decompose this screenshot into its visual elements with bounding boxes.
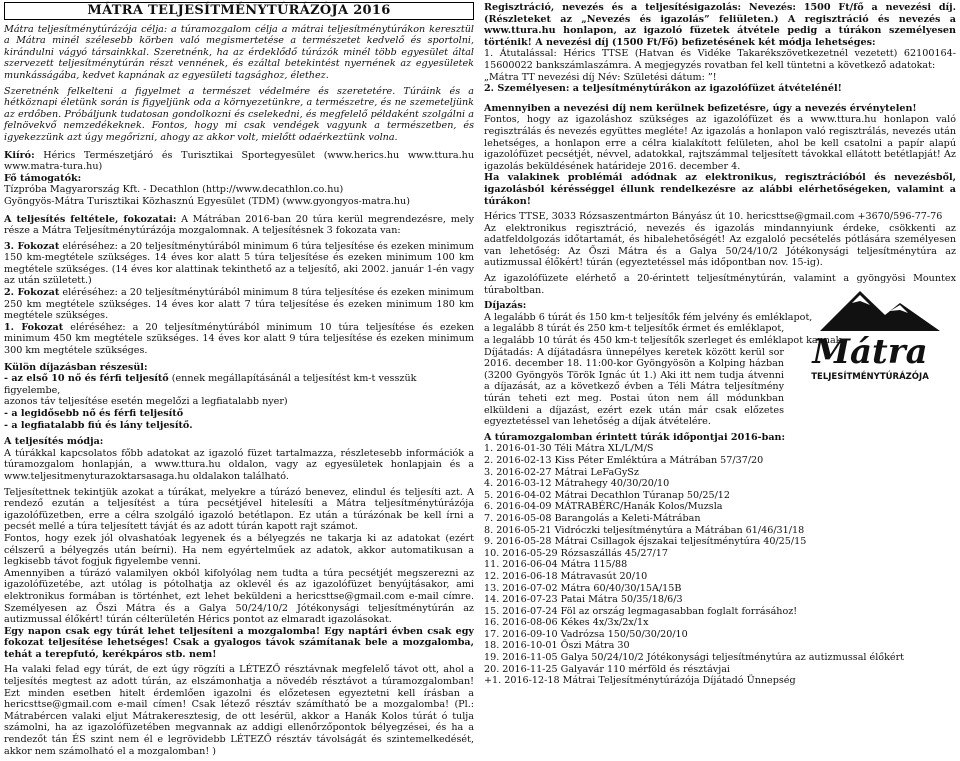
event-item: 9. 2016-05-28 Mátrai Csillagok éjszakai teljesítménytúra 40/25/15 — [484, 536, 807, 548]
document-title: MÁTRA TELJESÍTMÉNYTÚRÁZÓJA 2016 — [4, 2, 474, 20]
completion-p1: A túrákkal kapcsolatos főbb adatokat az igazoló füzet tartalmazza, részletesebb információk a túramozgalom honlapján, a www.ttura.hu oldalon, vagy az egyesületek honlapjain és a www.teljesitmenyturazoktarsasaga.hu oldalakon található. — [4, 447, 474, 482]
event-item: 7. 2016-05-08 Barangolás a Keleti-Mátrában — [484, 512, 701, 524]
completion-p5: Egy napon csak egy túrát lehet teljesíteni a mozgalomba! Egy naptári évben csak egy fokozat teljesítése lehetséges! Csak a gyalogos távok számítanak bele a mozgalomba, tehát a terepfutó, kerékpáros stb. nem! — [4, 625, 474, 660]
level-1-label: 1. Fokozat — [4, 321, 64, 333]
special-prize-1-label: - az első 10 nő és férfi teljesítő — [4, 373, 169, 385]
event-item: 18. 2016-10-01 Őszi Mátra 30 — [484, 640, 630, 652]
completion-p4: Amennyiben a túrázó valamilyen okból kifolyólag nem tudta a túra pecsétjét megszerezni az igazolófüzetébe, azt utólag is pótolhatja az oklevél és az igazolófüzet benyújtásakor, ami elektronikus formában is történhet, ezt lehet beküldeni a hericsttse@gmail.com e-mail címre. Személyesen az Őszi Mátra és a Galya 50/24/10/2 Jótékonysági teljesítménytúrán az autizmussal élőkért! túrán célterületén Hérics pontot az elmaradt igazolásokat. — [4, 567, 474, 626]
supporters-label: Fő támogatók: — [4, 172, 82, 184]
supporter-2: Gyöngyös-Mátra Turisztikai Közhasznú Egyesület (TDM) (www.gyongyos-matra.hu) — [4, 195, 410, 207]
special-prize-2: - a legidősebb nő és férfi teljesítő — [4, 408, 184, 419]
event-item: 5. 2016-04-02 Mátrai Decathlon Túranap 50/25/12 — [484, 489, 731, 501]
invalid-warning: Amennyiben a nevezési díj nem kerülnek befizetésre, úgy a nevezés érvénytelen! — [484, 102, 917, 114]
verification-paragraph: Fontos, hogy az igazoláshoz szükséges az igazolófüzet és a www.ttura.hu honlapon való regisztrálás és nevezés együttes megléte! Az igazolás a honlapon való regisztrálás, nevezés után lehetséges, a honlapon erre a célra kialakított felületen, ahol be kell csatolni a papír alapú igazolófüzet pecsétjét, névvel, adatokkal, rajtszámmal teljesített távokkal ellátott betétlapját! Az igazolás beküldésének határideje 2016. december 4. — [484, 114, 956, 172]
completion-p2: Teljesítettnek tekintjük azokat a túrákat, melyekre a túrázó benevez, elindul és teljesíti azt. A rendező ezután a teljesítést a túra pecsétjével hitelesíti a Mátra teljesítménytúrázója igazolófüzetben, erre a célra szolgáló igazoló betétlapon. Ez után a túrázónak be kell írni a pecsét mellé a túra teljesített távját és az adott túrán kapott rajt számot. — [4, 486, 474, 533]
award-ceremony: Díjátadás: A díjátadásra ünnepélyes keretek között kerül sor 2016. december 18. 11:00-kor Gyöngyösön a Kolping házban (3200 Gyöngyös Török Ignác út 1.) Aki itt nem tudja átvenni a díjazását, az a következő évben a Téli Mátra teljesítmény túrán teheti ezt meg. Postai úton nem áll módunkban elküldeni a díjazást, ezért ezek után már csak előzetes egyeztetéssel van lehetőség a díjak átvételére. — [484, 346, 784, 428]
event-item: 11. 2016-06-04 Mátra 115/88 — [484, 559, 628, 571]
level-3-label: 3. Fokozat — [4, 240, 60, 252]
event-item: 4. 2016-03-12 Mátrahegy 40/30/20/10 — [484, 478, 670, 490]
event-item: 8. 2016-05-21 Vidróczki teljesítménytúra a Mátrában 61/46/31/18 — [484, 524, 805, 536]
completion-p3: Fontos, hogy ezek jól olvashatóak legyenek és a bélyegzés ne takarja ki az adatokat (ezért célszerű a bélyegzés után beírni). Ha nem egyértelműek az adatok, akkor automatikusan a legkisebb távot fogjuk figyelembe venni. — [4, 532, 474, 568]
event-item: 19. 2016-11-05 Galya 50/24/10/2 Jótékonysági teljesítménytúra az autizmussal élőkért — [484, 652, 905, 664]
special-prizes-label: Külön díjazásban részesül: — [4, 361, 148, 373]
conditions-label: A teljesítés feltétele, fokozatai: — [4, 213, 177, 225]
level-1 — [4, 322, 474, 357]
event-item: 17. 2016-09-10 Vadrózsa 150/50/30/20/10 — [484, 628, 688, 640]
event-item: 3. 2016-02-27 Mátrai LeFaGySz — [484, 466, 639, 478]
awards-label: Díjazás: — [484, 300, 527, 312]
event-item: 14. 2016-07-23 Patai Mátra 50/35/18/6/3 — [484, 594, 683, 606]
level-3 — [4, 241, 474, 287]
booklet-availability: Az igazolófüzete elérhető a 20-érintett teljesítménytúrán, valamint a gyöngyösi Mountex túraboltban. — [484, 273, 956, 296]
intro-paragraph-2: Szeretnénk felkelteni a figyelmet a természet védelmére és szeretetére. Túráink és a hétköznapi életünk során is figyeljünk oda a környezetünkre, a természetre, és ne szemeteljünk az erdőben. Próbáljunk tudatosan gondolkozni és cselekedni, és megfelelő példaként szolgálni a felnövekvő nemzedékeknek. Fontos, hogy mi csak vendégek vagyunk a természetben, és igyekezzünk azt úgy megőrizni, ahogy az akkor volt, mielőtt odaérkeztünk volna. — [4, 85, 474, 143]
personal-payment: 2. Személyesen: a teljesítménytúrákon az igazolófüzet átvételénél! — [484, 83, 842, 95]
event-item: 1. 2016-01-30 Téli Mátra XL/L/M/S — [484, 443, 654, 455]
left-column — [4, 2, 474, 761]
event-item: 6. 2016-04-09 MÁTRABÉRC/Hanák Kolos/Muzsla — [484, 501, 723, 513]
event-item: 2. 2016-02-13 Kiss Péter Emléktúra a Mátrában 57/37/20 — [484, 454, 764, 466]
transfer-note: „Mátra TT nevezési díj Név: Születési dátum: ”! — [484, 71, 717, 83]
event-item: 15. 2016-07-24 Föl az ország legmagasabban foglalt forrásához! — [484, 605, 798, 617]
level-1-text: eléréséhez: a 20 teljesítménytúrából minimum 10 túra teljesítése és ezeken minimum 450 km megtétele szükséges. 14 éves kor alatt 9 túra teljesítése és ezeken minimum 300 km megtétele szükséges. — [4, 321, 475, 357]
supporter-1: Tízpróba Magyarország Kft. - Decathlon (http://www.decathlon.co.hu) — [4, 184, 344, 196]
events-list — [484, 443, 956, 686]
level-2-label: 2. Fokozat — [4, 287, 60, 299]
intro-paragraph-1: Mátra teljesítménytúrázója célja: a túramozgalom célja a mátrai teljesítménytúrákon keresztül a Mátra minél szélesebb körben való megismertetése a természetet kedvelő és sportolni, kirándulni vágyó társainkkal. Szeretnénk, ha az érdeklődő túrázók minél több egyesület által szervezett teljesítménytúrán részt vennének, és ezáltal betekintést nyernének az egyesületek munkásságába, kedvet kapnának az egyesületi tagsághoz, élethez. — [4, 23, 474, 81]
matra-logo — [790, 283, 950, 393]
electronic-paragraph: Az elektronikus regisztráció, nevezés és igazolás mindannyiunk érdeke, csökkenti az adatfeldolgozás időtartamát, és hibalehetőségét! Az ezgaloló pecsételés pótlására személyesen van lehetőség: Az Őszi Mátra és a Galya 50/24/10/2 Jótékonysági teljesítménytúra az autizmussal élőkért! túrán (egyeztetéssel más időpontban nov. 15-ig). — [484, 222, 956, 269]
award-2: a legalább 8 túrát és 250 km-t teljesítők érmet és emléklapot, — [484, 323, 785, 335]
problems-paragraph: Ha valakinek problémái adódnak az elektronikus, regisztrációból és nevezésből, igazolásból kérésséggel éllunk rendelkezésre az alábbi elérhetőségeken, valamint a túrákon! — [484, 172, 956, 207]
completion-p6: Ha valaki felad egy túrát, de ezt úgy rögzíti a LÉTEZŐ résztávnak megfelelő távot ott, ahol a teljesítés megtest az adott túrán, az elszámonhatja a növedéb résztávot a túramozgalomban! Ezt minden esetben hitelt érdemlően igazolni és előzetesen egyeztetni kell írásban a hericsttse@gmail.com e-mail címen! Csak létező résztáv számítható be a mozgalomba! (Pl.: Mátrabércen valaki eljut Mátrakeresztesig, de ott lesérül, akkor a Hanák Kolos túrát ó tulja számolni, ha az igazolófüzetében megvannak az addigi ellenőrzőpontok bélyegzései, és ha a rendezőt tán ÉS szint nem él e legrövidebb LÉTEZŐ résztáv távolságát és szintemelkedését, akkor nem számolható el a mozgalomban! ) — [4, 664, 474, 757]
award-1: A legalább 6 túrát és 150 km-t teljesítők fém jelvény és emléklapot, — [484, 311, 813, 323]
event-item: 20. 2016-11-25 Galyavár 110 mérföld és résztávjai — [484, 663, 730, 675]
logo-sub: TELJESÍTMÉNYTÚRÁZÓJA — [811, 372, 929, 382]
special-prize-1-note: azonos táv teljesítése esetén megelőzi a legfiatalabb nyer) — [4, 396, 288, 408]
kiiro-text: Hérics Természetjáró és Turisztikai Sportegyesület (www.herics.hu www.ttura.hu www.matra-tura.hu) — [4, 149, 474, 173]
level-2 — [4, 287, 474, 322]
contact-line: Hérics TTSE, 3033 Rózsaszentmárton Bányász út 10. hericsttse@gmail.com +3670/596-77-76 — [484, 211, 943, 223]
kiiro-line — [4, 150, 474, 173]
award-3: a legalább 10 túrát és 450 km-t teljesítők szerleget és emléklapot kapnak. — [484, 335, 845, 347]
completion-method-label: A teljesítés módja: — [4, 436, 104, 448]
events-title: A túramozgalomban érintett túrák időpontjai 2016-ban: — [484, 431, 786, 443]
event-item: 16. 2016-08-06 Kékes 4x/3x/2x/1x — [484, 617, 649, 629]
level-2-text: eléréséhez: a 20 teljesítménytúrából minimum 8 túra teljesítése és ezeken minimum 250 km megtétele szükséges. 14 éves kor alatt 7 túra teljesítése és ezeken minimum 180 km megtétele szükséges. — [4, 287, 475, 322]
conditions-paragraph — [4, 214, 474, 237]
registration-paragraph: Regisztráció, nevezés és a teljesítésigazolás: Nevezés: 1500 Ft/fő a nevezési díj. (Részleteket az „Nevezés és igazolás” feliületen.) A regisztráció és nevezés a www.ttura.hu honlapon, az igazoló füzetek átvétele pedig a túrákon személyesen történik! A nevezési díj (1500 Ft/Fő) befizetésének két módja lehetséges: — [484, 2, 956, 48]
level-3-text: eléréséhez: a 20 teljesítménytúrából minimum 6 túra teljesítése és ezeken minimum 150 km-megtétele szükséges. 14 éves kor alatt 5 túra teljesítése és ezeken minimum 100 km megtétele szükséges. (14 éves kor alattinak tekinthető az a teljesítő, aki 2002. január 1-én vagy az után született.) — [4, 240, 475, 287]
special-prize-1 — [4, 373, 474, 396]
mountain-logo-icon — [790, 283, 950, 393]
special-prize-3: - a legfiatalabb fiú és lány teljesítő. — [4, 419, 193, 431]
kiiro-label: Kiíró: — [4, 149, 35, 161]
transfer-paragraph: 1. Átutalással: Hérics TTSE (Hatvan és Vidéke Takarékszövetkezetnél vezetett) 62100164-15600022 bankszámlaszámra. A megjegyzés rovatban fel kell tüntetni a következő adatokat: — [484, 48, 956, 71]
event-item: 10. 2016-05-29 Rózsaszállás 45/27/17 — [484, 547, 668, 559]
event-item: +1. 2016-12-18 Mátrai Teljesítménytúrázója Díjátadó Ünnepség — [484, 675, 796, 687]
special-prize-1-rest: (ennek megállapításánál a teljesítést km-t vesszük figyelembe, — [4, 373, 417, 396]
event-item: 13. 2016-07-02 Mátra 60/40/30/15A/15B — [484, 582, 682, 594]
logo-word: Mátra — [812, 332, 928, 372]
conditions-text: A Mátrában 2016-ban 20 túra kerül megrendezésre, mely része a Mátra Teljesítménytúrázója mozgalomnak. A teljesítésnek 3 fokozata van: — [4, 213, 474, 237]
event-item: 12. 2016-06-18 Mátravasút 20/10 — [484, 570, 648, 582]
